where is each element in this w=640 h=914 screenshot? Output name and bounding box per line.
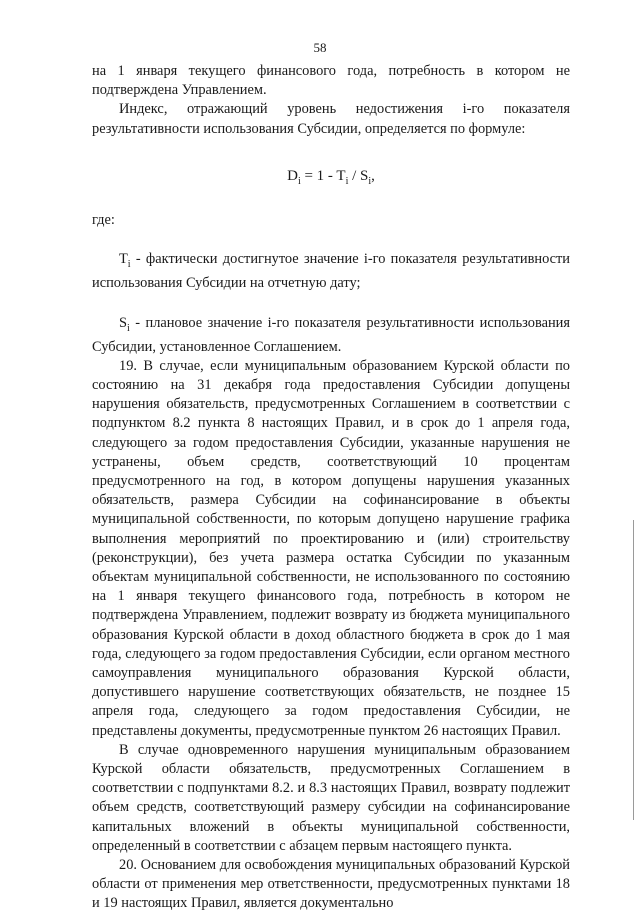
document-body xyxy=(92,62,570,914)
paragraph-20: 20. Основанием для освобождения муниципальных образований Курской области от применения мер ответственности, предусмотренных пунктами 18 и 19 настоящих Правил, является документально xyxy=(92,857,570,912)
definition-s-symbol: S xyxy=(119,314,128,331)
paragraph-carryover: на 1 января текущего финансового года, потребность в котором не подтверждена Управлением. xyxy=(92,63,570,99)
definition-t-sub: i xyxy=(127,259,131,271)
formula xyxy=(92,167,570,191)
formula-middle: = 1 - T xyxy=(300,167,346,184)
formula-end: , xyxy=(371,167,375,184)
formula-d: D xyxy=(287,167,298,184)
definition-t-text: - фактически достигнутое значение i-го показателя результативности использования Субсидии на отчетную дату; xyxy=(92,251,570,292)
page-number: 58 xyxy=(313,40,327,55)
paragraph-19: 19. В случае, если муниципальным образованием Курской области по состоянию на 31 декабря года предоставления Субсидии допущены нарушения обязательств, предусмотренных Соглашением в соответствии с подпунктом 8.2 пункта 8 настоящих Правил, и в срок до 1 апреля года, следующего за годом предоставления Субсидии, указанные нарушения не устранены, объем средств, соответствующий 10 процентам предусмотренного на год, в котором допущены нарушения указанных обязательств, размера Субсидии на софинансирование в объекты муниципальной собственности, по которым допущено нарушение графика выполнения мероприятий по проектированию и (или) строительству (реконструкции), без учета размера остатка Субсидии по указанным объектам муниципальной собственности, не использованного по состоянию на 1 января текущего финансового года, потребность в котором не подтверждена Управлением, подлежит возврату из бюджета муниципального образования Курской области в доход областного бюджета в срок до 1 мая года, следующего за годом предоставления Субсидии, если органом местного самоуправления муниципального образования Курской области, допустившего нарушение соответствующих обязательств, не позднее 15 апреля года, следующего за годом предоставления Субсидии, не представлены документы, предусмотренные пунктом 26 настоящих Правил. xyxy=(92,357,570,739)
definition-t xyxy=(92,250,570,293)
definition-s-text: - плановое значение i-го показателя результативности использования Субсидии, установленное Соглашением. xyxy=(92,314,570,355)
definition-s xyxy=(92,314,570,357)
formula-sub-3: i xyxy=(368,175,372,187)
formula-slash: / S xyxy=(348,167,369,184)
paragraph-simultaneous-violation: В случае одновременного нарушения муниципальным образованием Курской области обязательств, предусмотренных Соглашением в соответствии с подпунктами 8.2. и 8.3 настоящих Правил, возврату подлежит объем средств, соответствующий размеру субсидии на софинансирование капитальных вложений в объекты муниципальной собственности, определенный в соответствии с абзацем первым настоящего пункта. xyxy=(92,741,570,854)
formula-sub-1: i xyxy=(297,175,301,187)
definition-t-symbol: T xyxy=(119,251,128,268)
scan-edge-line xyxy=(633,520,634,820)
definition-s-sub: i xyxy=(127,322,130,334)
paragraph-index-definition: Индекс, отражающий уровень недостижения i-го показателя результативности использования Субсидии, определяется по формуле: xyxy=(92,101,570,137)
where-label: где: xyxy=(92,212,115,229)
formula-sub-2: i xyxy=(345,175,349,187)
